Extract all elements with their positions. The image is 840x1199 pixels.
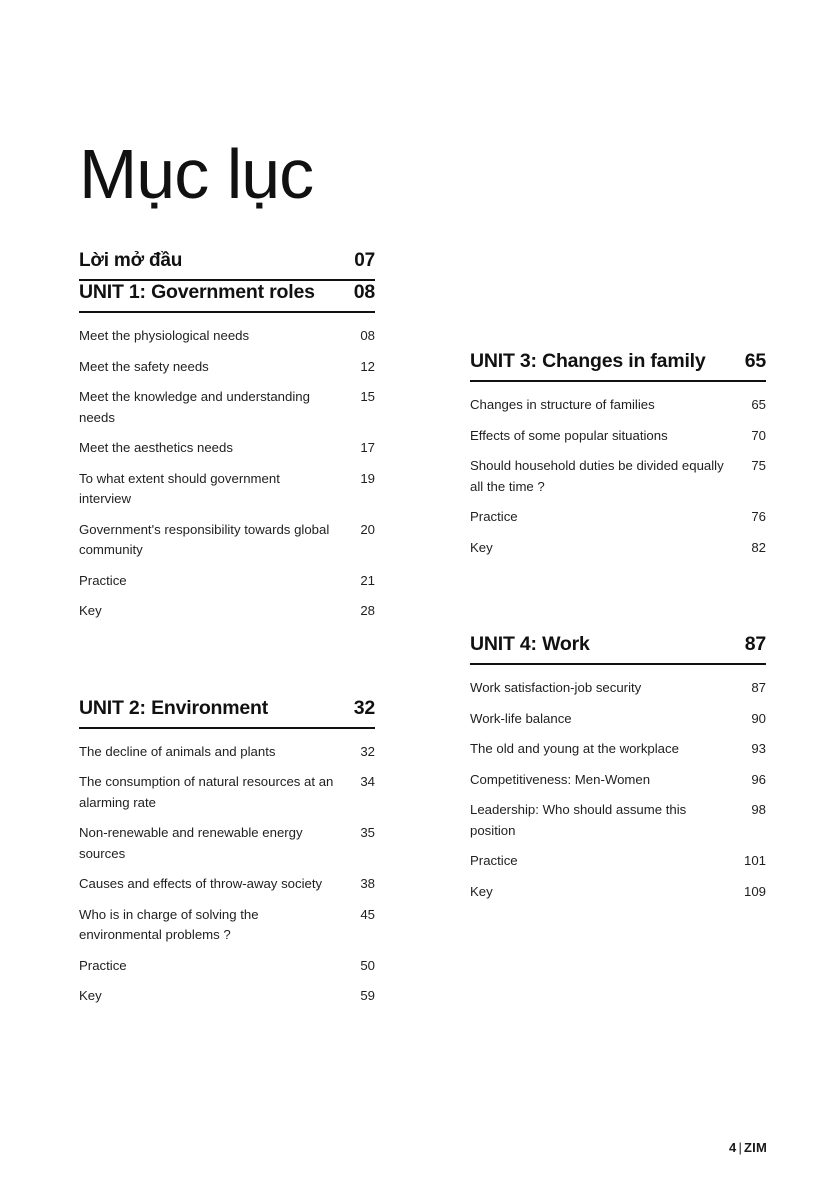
toc-section-intro bbox=[79, 250, 375, 281]
toc-section-heading-page: 32 bbox=[353, 696, 375, 719]
toc-sections-left bbox=[79, 281, 375, 1007]
toc-entry[interactable] bbox=[79, 357, 375, 378]
toc-entry-page: 38 bbox=[360, 876, 375, 891]
intro-heading[interactable] bbox=[79, 250, 375, 281]
toc-entry-label: Leadership: Who should assume this position bbox=[470, 802, 687, 838]
toc-section bbox=[470, 350, 766, 558]
toc-entry[interactable] bbox=[79, 905, 375, 946]
toc-entry-label: Practice bbox=[79, 957, 127, 973]
intro-heading-page: 07 bbox=[354, 250, 375, 271]
toc-column-left bbox=[79, 250, 375, 1007]
toc-entry-label: Meet the physiological needs bbox=[79, 328, 250, 343]
toc-section-heading-title: UNIT 3: Changes in family bbox=[470, 350, 706, 372]
toc-entry-label: Changes in structure of families bbox=[470, 397, 655, 412]
toc-section-heading-title: UNIT 1: Government roles bbox=[79, 281, 315, 303]
toc-entry[interactable] bbox=[470, 456, 766, 497]
toc-entry-page: 109 bbox=[743, 883, 766, 899]
toc-section-heading[interactable] bbox=[79, 697, 375, 729]
toc-entry-list bbox=[470, 678, 766, 902]
toc-entry[interactable] bbox=[79, 874, 375, 895]
toc-entry[interactable] bbox=[470, 395, 766, 416]
toc-entry-label: Competitiveness: Men-Women bbox=[470, 771, 651, 787]
toc-entry-label: Work satisfaction-job security bbox=[470, 680, 642, 695]
toc-entry-page: 96 bbox=[751, 771, 766, 787]
page-footer bbox=[729, 1140, 767, 1155]
toc-entry-label: Work-life balance bbox=[470, 710, 572, 726]
toc-section-heading[interactable] bbox=[470, 633, 766, 665]
toc-entry[interactable] bbox=[79, 772, 375, 813]
toc-entry[interactable] bbox=[79, 986, 375, 1007]
toc-section bbox=[79, 281, 375, 622]
toc-entry-list bbox=[79, 326, 375, 622]
toc-entry-page: 70 bbox=[751, 427, 766, 443]
toc-entry-page: 76 bbox=[751, 509, 766, 524]
toc-entry-list bbox=[470, 395, 766, 558]
toc-entry[interactable] bbox=[470, 770, 766, 791]
toc-entry[interactable] bbox=[79, 956, 375, 977]
toc-entry[interactable] bbox=[470, 851, 766, 872]
toc-entry[interactable] bbox=[79, 326, 375, 347]
toc-section-heading-title: UNIT 2: Environment bbox=[79, 696, 269, 719]
toc-entry[interactable] bbox=[470, 507, 766, 528]
toc-entry-page: 19 bbox=[360, 470, 375, 486]
toc-entry-page: 35 bbox=[360, 825, 375, 840]
toc-entry-label: Practice bbox=[79, 572, 127, 588]
toc-entry[interactable] bbox=[470, 739, 766, 760]
toc-entry-label: Meet the knowledge and understanding needs bbox=[79, 389, 310, 425]
toc-entry[interactable] bbox=[79, 823, 375, 864]
toc-entry[interactable] bbox=[79, 742, 375, 763]
toc-entry[interactable] bbox=[79, 469, 375, 510]
toc-entry-label: The old and young at the workplace bbox=[470, 741, 679, 756]
toc-entry-page: 34 bbox=[360, 774, 375, 789]
toc-section-heading[interactable] bbox=[79, 281, 375, 313]
toc-entry[interactable] bbox=[470, 882, 766, 903]
toc-entry[interactable] bbox=[470, 709, 766, 730]
toc-entry-label: Effects of some popular situations bbox=[470, 427, 668, 443]
toc-section-heading[interactable] bbox=[470, 350, 766, 382]
toc-entry-list bbox=[79, 742, 375, 1007]
toc-entry-label: To what extent should government interview bbox=[79, 470, 280, 506]
toc-entry-page: 87 bbox=[751, 680, 766, 695]
toc-entry-page: 12 bbox=[360, 358, 375, 374]
toc-entry-page: 20 bbox=[360, 521, 375, 537]
toc-entry-page: 15 bbox=[360, 389, 375, 404]
page-title: Mục lục bbox=[79, 134, 314, 213]
toc-entry-page: 21 bbox=[360, 572, 375, 588]
toc-entry-page: 93 bbox=[751, 741, 766, 756]
toc-entry-label: Government's responsibility towards global community bbox=[79, 521, 330, 557]
toc-entry[interactable] bbox=[470, 678, 766, 699]
toc-entry[interactable] bbox=[79, 571, 375, 592]
toc-entry-page: 28 bbox=[360, 603, 375, 618]
toc-entry[interactable] bbox=[79, 520, 375, 561]
footer-page-number: 4 bbox=[729, 1140, 737, 1155]
toc-entry-page: 59 bbox=[360, 988, 375, 1003]
toc-column-right bbox=[470, 350, 766, 902]
toc-entry-page: 08 bbox=[360, 328, 375, 343]
toc-section bbox=[470, 633, 766, 902]
toc-section-heading-page: 65 bbox=[744, 350, 766, 372]
toc-entry-label: The decline of animals and plants bbox=[79, 743, 276, 759]
intro-heading-title: Lời mở đầu bbox=[79, 250, 183, 271]
toc-entry-page: 82 bbox=[751, 539, 766, 555]
toc-entry-page: 101 bbox=[743, 853, 766, 868]
toc-entry-page: 98 bbox=[751, 802, 766, 817]
toc-entry-label: Key bbox=[470, 539, 493, 555]
toc-entry[interactable] bbox=[79, 438, 375, 459]
toc-entry-label: Key bbox=[470, 883, 493, 899]
toc-entry-page: 32 bbox=[360, 743, 375, 759]
toc-entry-label: Who is in charge of solving the environmental problems ? bbox=[79, 906, 259, 942]
toc-entry-label: Should household duties be divided equally all the time ? bbox=[470, 458, 724, 494]
toc-entry-label: Meet the safety needs bbox=[79, 358, 209, 374]
footer-brand: ZIM bbox=[744, 1140, 767, 1155]
toc-entry[interactable] bbox=[470, 538, 766, 559]
toc-section bbox=[79, 697, 375, 1007]
toc-entry[interactable] bbox=[470, 800, 766, 841]
toc-entry-label: Causes and effects of throw-away society bbox=[79, 876, 323, 891]
toc-entry-label: Meet the aesthetics needs bbox=[79, 440, 233, 455]
toc-entry-label: Key bbox=[79, 988, 102, 1003]
toc-entry-label: The consumption of natural resources at an alarming rate bbox=[79, 774, 334, 810]
toc-entry-page: 17 bbox=[360, 440, 375, 455]
toc-section-heading-page: 87 bbox=[744, 633, 766, 655]
toc-entry-page: 50 bbox=[360, 957, 375, 973]
toc-entry[interactable] bbox=[79, 387, 375, 428]
toc-entry-page: 65 bbox=[751, 397, 766, 412]
toc-entry-label: Non-renewable and renewable energy sources bbox=[79, 825, 303, 861]
toc-entry-page: 75 bbox=[751, 458, 766, 473]
toc-entry[interactable] bbox=[470, 426, 766, 447]
toc-section-heading-page: 08 bbox=[353, 281, 375, 303]
footer-separator: | bbox=[738, 1140, 743, 1155]
toc-entry-page: 45 bbox=[360, 906, 375, 922]
toc-sections-right bbox=[470, 350, 766, 902]
toc-entry-label: Practice bbox=[470, 509, 518, 524]
toc-entry-label: Practice bbox=[470, 853, 518, 868]
toc-entry-page: 90 bbox=[751, 710, 766, 726]
toc-entry-label: Key bbox=[79, 603, 102, 618]
toc-section-heading-title: UNIT 4: Work bbox=[470, 633, 590, 655]
toc-entry[interactable] bbox=[79, 601, 375, 622]
